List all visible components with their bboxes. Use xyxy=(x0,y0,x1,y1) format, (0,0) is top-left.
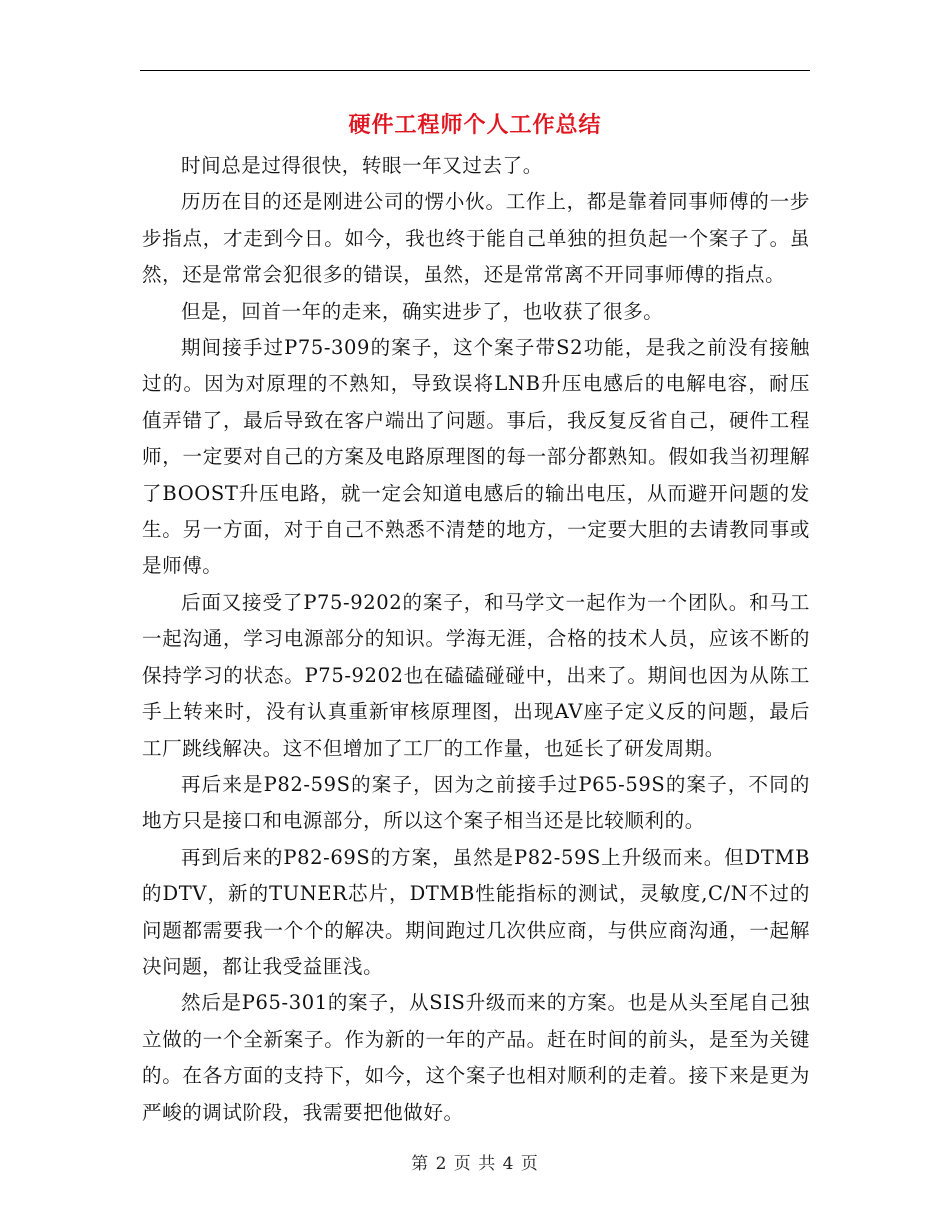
paragraph-6: 再后来是P82-59S的案子，因为之前接手过P65-59S的案子，不同的地方只是接口和电源部分，所以这个案子相当还是比较顺利的。 xyxy=(142,772,810,833)
paragraph-3: 但是，回首一年的走来，确实进步了，也收获了很多。 xyxy=(181,299,664,323)
paragraph-5: 后面又接受了P75-9202的案子，和马学文一起作为一个团队。和马工一起沟通，学习电源部分的知识。学海无涯，合格的技术人员，应该不断的保持学习的状态。P75-9202也在磕磕碰碰中，出来了。期间也因为从陈工手上转来时，没有认真重新审核原理图，出现AV座子定义反的问题，最后工厂跳线解决。这不但增加了工厂的工作量，也延长了研发周期。 xyxy=(142,590,810,760)
paragraph-4: 期间接手过P75-309的案子，这个案子带S2功能，是我之前没有接触过的。因为对原理的不熟知，导致误将LNB升压电感后的电解电容，耐压值弄错了，最后导致在客户端出了问题。事后，我反复反省自己，硬件工程师，一定要对自己的方案及电路原理图的每一部分都熟知。假如我当初理解了BOOST升压电路，就一定会知道电感后的输出电压，从而避开问题的发生。另一方面，对于自己不熟悉不清楚的地方，一定要大胆的去请教同事或是师傅。 xyxy=(142,336,810,578)
document-title: 硬件工程师个人工作总结 xyxy=(348,112,602,138)
paragraph-7: 再到后来的P82-69S的方案，虽然是P82-59S上升级而来。但DTMB的DTV，新的TUNER芯片，DTMB性能指标的测试，灵敏度,C/N不过的问题都需要我一个个的解决。期间跑过几次供应商，与供应商沟通，一起解决问题，都让我受益匪浅。 xyxy=(142,845,810,978)
paragraph-2: 历历在目的还是刚进公司的愣小伙。工作上，都是靠着同事师傅的一步步指点，才走到今日。如今，我也终于能自己单独的担负起一个案子了。虽然，还是常常会犯很多的错误，虽然，还是常常离不开同事师傅的指点。 xyxy=(142,190,810,287)
paragraph-1: 时间总是过得很快，转眼一年又过去了。 xyxy=(181,154,543,177)
header-rule xyxy=(140,70,810,71)
paragraph-8: 然后是P65-301的案子，从SIS升级而来的方案。也是从头至尾自己独立做的一个全新案子。作为新的一年的产品。赶在时间的前头，是至为关键的。在各方面的支持下，如今，这个案子也相对顺利的走着。接下来是更为严峻的调试阶段，我需要把他做好。 xyxy=(142,991,810,1124)
page-footer: 第 2 页 共 4 页 xyxy=(411,1154,539,1174)
document-body xyxy=(142,148,810,1131)
